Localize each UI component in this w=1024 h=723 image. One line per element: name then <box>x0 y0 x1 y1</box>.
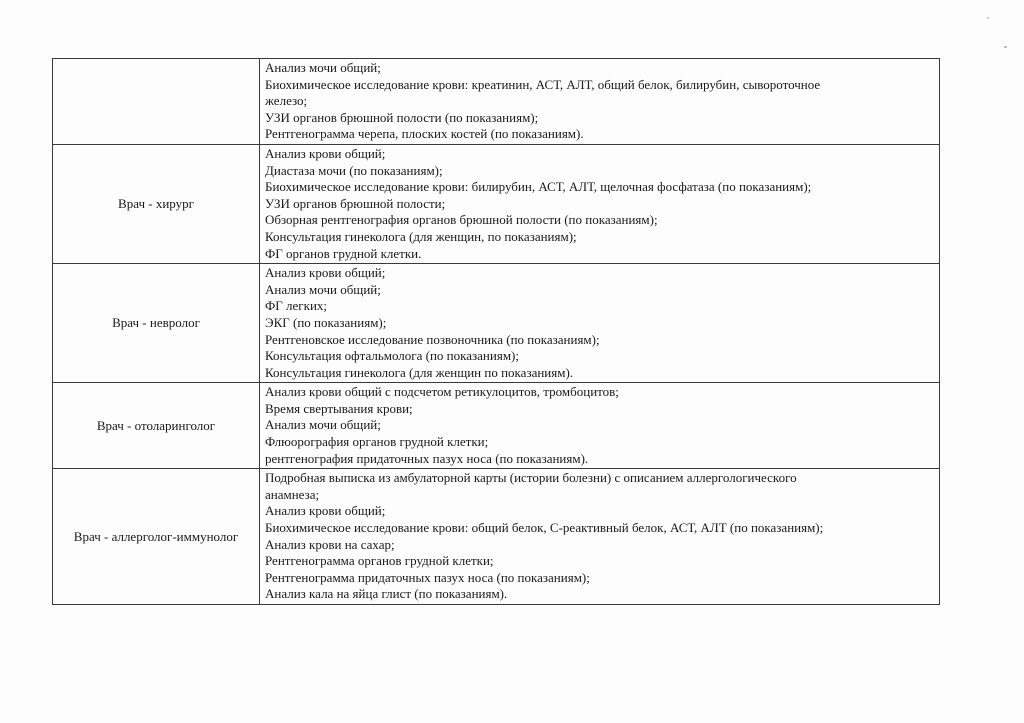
examination-item: рентгенография придаточных пазух носа (по показаниям). <box>265 450 589 466</box>
examination-item: Рентгенограмма черепа, плоских костей (по показаниям). <box>265 126 584 142</box>
table-row <box>53 144 940 263</box>
examinations-list <box>265 384 935 467</box>
examinations-list <box>265 146 935 262</box>
examination-item: ФГ органов грудной клетки. <box>265 245 422 261</box>
scan-speck <box>1004 46 1007 48</box>
table-row <box>53 469 940 605</box>
examination-item: Биохимическое исследование крови: общий белок, С-реактивный белок, АСТ, АЛТ (по показаниям); <box>265 520 824 536</box>
examination-item: Анализ крови общий; <box>265 503 386 519</box>
examination-item: Рентгенограмма органов грудной клетки; <box>265 553 494 569</box>
doctor-cell: Врач - невролог <box>53 264 260 383</box>
examinations-list <box>265 470 935 603</box>
examination-item: Диастаза мочи (по показаниям); <box>265 162 443 178</box>
table-row <box>53 59 940 145</box>
examinations-cell <box>260 469 940 605</box>
examination-item: Анализ крови общий; <box>265 265 386 281</box>
examination-item: Анализ мочи общий; <box>265 60 381 75</box>
doctor-cell: Врач - отоларинголог <box>53 383 260 469</box>
examination-item: Рентгеновское исследование позвоночника (по показаниям); <box>265 331 600 347</box>
examinations-list <box>265 265 935 381</box>
examination-item: УЗИ органов брюшной полости (по показаниям); <box>265 109 539 125</box>
examination-item: ФГ легких; <box>265 298 328 314</box>
doctor-cell <box>53 59 260 145</box>
doctor-cell: Врач - аллерголог-иммунолог <box>53 469 260 605</box>
scan-speck <box>987 17 989 19</box>
examination-item: Анализ крови общий; <box>265 145 386 161</box>
examination-item: Обзорная рентгенография органов брюшной полости (по показаниям); <box>265 212 658 228</box>
examination-item: Время свертывания крови; <box>265 400 413 416</box>
examination-item: Флюорография органов грудной клетки; <box>265 434 489 450</box>
table-row <box>53 264 940 383</box>
examination-item: Консультация офтальмолога (по показаниям); <box>265 348 519 364</box>
examinations-list <box>265 60 935 143</box>
examination-item: Анализ мочи общий; <box>265 417 381 433</box>
examination-item: Анализ мочи общий; <box>265 281 381 297</box>
examinations-table <box>52 58 940 605</box>
examination-item: ЭКГ (по показаниям); <box>265 314 387 330</box>
examinations-cell <box>260 264 940 383</box>
examination-item: Рентгенограмма придаточных пазух носа (по показаниям); <box>265 569 590 585</box>
examination-item: Анализ крови общий с подсчетом ретикулоцитов, тромбоцитов; <box>265 384 619 400</box>
examinations-cell <box>260 383 940 469</box>
examination-item: УЗИ органов брюшной полости; <box>265 195 446 211</box>
doctor-cell: Врач - хирург <box>53 144 260 263</box>
examination-item: Подробная выписка из амбулаторной карты (истории болезни) с описанием аллергологического <box>265 470 797 486</box>
examination-item: Биохимическое исследование крови: билирубин, АСТ, АЛТ, щелочная фосфатаза (по показаниям); <box>265 179 812 195</box>
examinations-cell <box>260 144 940 263</box>
examination-item: Биохимическое исследование крови: креатинин, АСТ, АЛТ, общий белок, билирубин, сывороточное <box>265 76 821 92</box>
examination-item: Консультация гинеколога (для женщин, по показаниям); <box>265 228 577 244</box>
examination-item: анамнеза; <box>265 486 320 502</box>
table-row <box>53 383 940 469</box>
examination-item: Консультация гинеколога (для женщин по показаниям). <box>265 364 574 380</box>
examinations-cell <box>260 59 940 145</box>
examination-item: Анализ крови на сахар; <box>265 536 395 552</box>
examination-item: Анализ кала на яйца глист (по показаниям). <box>265 586 508 602</box>
examination-item: железо; <box>265 93 308 109</box>
